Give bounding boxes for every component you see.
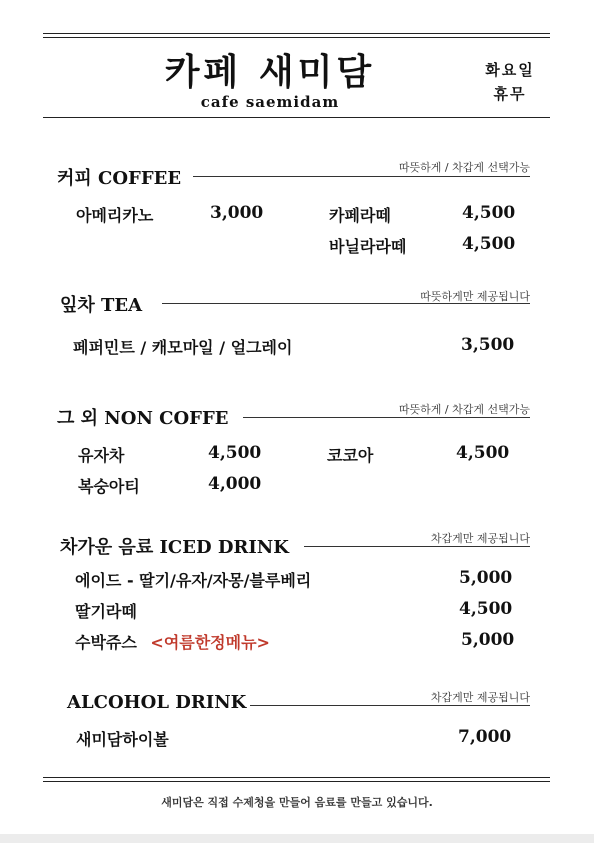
section-divider-iced-drink: [304, 546, 530, 547]
menu-item-name: 페퍼민트 / 캐모마일 / 얼그레이: [73, 338, 293, 357]
header-top-rule-2: [43, 37, 550, 38]
cafe-subtitle: cafe saemidam: [200, 93, 340, 111]
menu-item-name: 딸기라떼: [75, 602, 137, 621]
footer-top-rule: [43, 777, 550, 778]
menu-item-price: 4,000: [208, 474, 262, 494]
menu-item-name: 복숭아티: [78, 477, 140, 496]
menu-item-price: 7,000: [458, 727, 512, 747]
section-title-iced-drink: 차가운 음료 ICED DRINK: [60, 537, 289, 558]
menu-item-name: 코코아: [327, 446, 374, 465]
closed-label: 휴무: [493, 85, 527, 103]
section-note-alcohol: 차갑게만 제공됩니다: [430, 691, 530, 704]
section-title-non-coffee: 그 외 NON COFFE: [57, 408, 229, 429]
menu-item-name: 바닐라라떼: [329, 237, 407, 256]
header-top-rule: [43, 33, 550, 34]
menu-item-price: 3,000: [210, 203, 264, 223]
menu-item-name: 카페라떼: [329, 206, 391, 225]
menu-item-price: 4,500: [208, 443, 262, 463]
menu-item-price: 4,500: [456, 443, 510, 463]
section-note-tea: 따뜻하게만 제공됩니다: [420, 290, 530, 303]
seasonal-menu-tag: <여름한정메뉴>: [150, 633, 270, 652]
menu-item-price: 5,000: [461, 630, 515, 650]
page-bottom-bar: [0, 834, 594, 843]
menu-item-name: 유자차: [78, 446, 125, 465]
menu-item-price: 4,500: [462, 234, 516, 254]
section-divider-coffee: [193, 176, 530, 177]
menu-item-name: 아메리카노: [76, 206, 154, 225]
menu-item-name: 에이드 - 딸기/유자/자몽/블루베리: [75, 571, 312, 590]
section-note-iced-drink: 차갑게만 제공됩니다: [430, 532, 530, 545]
section-title-tea: 잎차 TEA: [60, 295, 143, 316]
menu-item-label: 수박쥬스: [75, 633, 137, 652]
section-title-alcohol: ALCOHOL DRINK: [67, 692, 247, 713]
menu-item-price: 5,000: [459, 568, 513, 588]
menu-item-price: 4,500: [459, 599, 513, 619]
menu-item-name: [75, 630, 270, 653]
menu-item-price: 3,500: [461, 335, 515, 355]
section-note-coffee: 따뜻하게 / 차갑게 선택가능: [398, 161, 530, 174]
closed-day-notice: [480, 58, 540, 106]
menu-item-name: 새미담하이볼: [76, 730, 169, 749]
section-note-non-coffee: 따뜻하게 / 차갑게 선택가능: [398, 403, 530, 416]
footer-top-rule-2: [43, 781, 550, 782]
closed-day: 화요일: [485, 61, 535, 79]
menu-item-price: 4,500: [462, 203, 516, 223]
footer-note: 새미담은 직접 수제청을 만들어 음료를 만들고 있습니다.: [161, 796, 433, 809]
section-divider-alcohol: [250, 705, 530, 706]
cafe-title: 카페 새미담: [164, 52, 376, 93]
section-divider-non-coffee: [243, 417, 530, 418]
header-bottom-rule: [43, 117, 550, 118]
section-title-coffee: 커피 COFFEE: [57, 168, 182, 189]
